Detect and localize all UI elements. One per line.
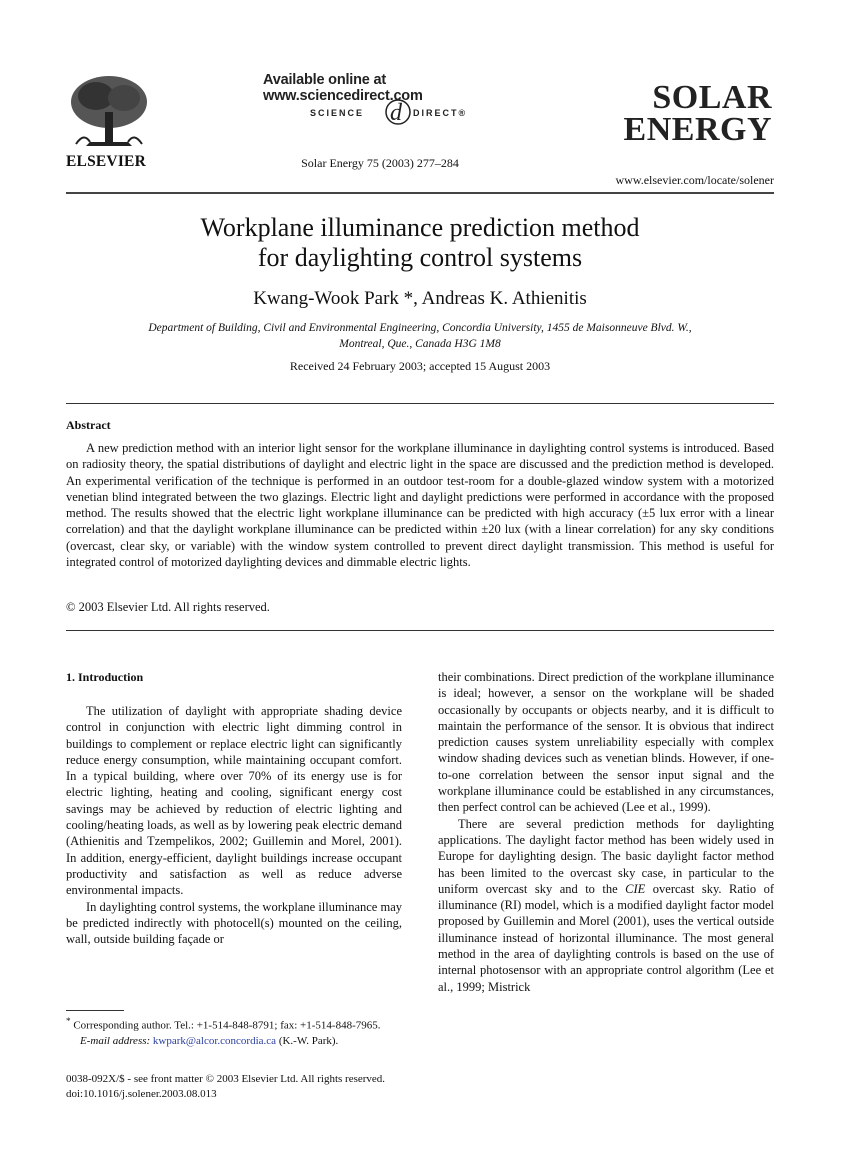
abstract-paragraph: A new prediction method with an interior light sensor for the workplane illuminance in daylighting control systems is introduced. Based on radiosity theory, the spatial distributions of daylight and electric light in the space are discussed and the prediction method is developed. An experimental verification of the technique is performed in an outdoor test-room for a double-glazed window system with a motorized venetian blind integrated between the two glazings. Electric light and daylight predictions were performed in accordance with the proposed method. The results showed that the electric light workplane illuminance can be predicted with high accuracy (±5 lux error with a linear correlation) and that the daylight workplane illuminance can be predicted within ±20 lux (with a linear correlation) for any sky conditions (overcast, clear sky, or variable) with the window system controlled to prevent direct daylight transmission. This method is useful for integrated control of motorized daylighting devices and dimmable electric lights. — [66, 441, 774, 570]
footnote-marker: * — [66, 1016, 71, 1026]
journal-logo-line1: SOLAR — [652, 79, 772, 116]
affiliation-line-1: Department of Building, Civil and Environmental Engineering, Concordia University, 1455 de Maisonneuve Blvd. W., — [148, 322, 692, 334]
right-paragraph-1: their combinations. Direct prediction of the workplane illuminance is ideal; however, a sensor on the workplane will be shaded occasionally by occupants or objects nearby, and it is difficult to maintain the performance of the sensor. It is obvious that indirect prediction causes system unreliability especially with complex window shading devices such as venetian blinds. However, if one-to-one correlation between the sensor input signal and the workplane illuminance could be established in any circumstances, then perfect control can be achieved (Lee et al., 1999). — [438, 670, 774, 815]
right-column — [438, 669, 774, 995]
abstract-copyright: © 2003 Elsevier Ltd. All rights reserved. — [66, 600, 270, 614]
footnote-corresponding-text: Corresponding author. Tel.: +1-514-848-8791; fax: +1-514-848-7965. — [73, 1019, 381, 1032]
journal-logo-line2: ENERGY — [623, 111, 772, 148]
header-divider — [66, 192, 774, 194]
journal-citation: Solar Energy 75 (2003) 277–284 — [301, 156, 459, 170]
elsevier-tree-logo — [66, 72, 152, 152]
sciencedirect-right-text: DIRECT® — [413, 108, 468, 118]
abstract-top-divider — [66, 403, 774, 404]
cie-term: CIE — [625, 881, 646, 896]
available-online-text: Available online at www.sciencedirect.com — [263, 72, 423, 104]
left-column — [66, 703, 402, 947]
journal-logo — [612, 79, 772, 148]
abstract-body — [66, 440, 774, 570]
affiliation — [106, 320, 734, 352]
title-line-1: Workplane illuminance prediction method — [200, 213, 640, 242]
sciencedirect-left-text: SCIENCE — [310, 108, 365, 118]
email-suffix: (K.-W. Park). — [278, 1035, 339, 1048]
article-title — [66, 213, 774, 273]
right-paragraph-2-part-b: overcast sky. Ratio of illuminance (RI) model, which is a modified daylight factor model proposed by Guillemin and Morel (2001), uses the vertical outside illuminance instead of horizontal illuminance. The most general method in the area of daylighting controls is based on the use of internal photosensor with an appropriate control algorithm (Lee et al., 1999; Mistrick — [438, 881, 774, 994]
email-link[interactable]: kwpark@alcor.concordia.ca — [152, 1035, 277, 1048]
footnote-corresponding — [66, 1014, 402, 1034]
footnote — [66, 1014, 402, 1050]
footnote-email — [66, 1034, 402, 1050]
issn-line: 0038-092X/$ - see front matter © 2003 Elsevier Ltd. All rights reserved. — [66, 1073, 386, 1085]
received-dates: Received 24 February 2003; accepted 15 August 2003 — [289, 359, 551, 373]
affiliation-line-2: Montreal, Que., Canada H3G 1M8 — [339, 338, 501, 350]
doi-line[interactable]: doi:10.1016/j.solener.2003.08.013 — [66, 1088, 217, 1100]
sciencedirect-logo — [310, 96, 490, 130]
authors: Kwang-Wook Park *, Andreas K. Athienitis — [253, 288, 587, 309]
sciencedirect-at-text: d — [390, 100, 402, 126]
right-paragraph-2 — [438, 816, 774, 995]
abstract-heading: Abstract — [66, 418, 111, 432]
email-label: E-mail address: — [80, 1035, 151, 1048]
section-heading-introduction: 1. Introduction — [66, 670, 144, 684]
front-matter — [66, 1072, 526, 1102]
right-paragraph-2-part-a: There are several prediction methods for daylighting applications. The daylight factor method has been widely used in Europe for daylighting design. The basic daylight factor method has been limited to the overcast sky case, in particular to the uniform overcast sky and to the — [438, 816, 774, 896]
footnote-divider — [66, 1010, 124, 1011]
abstract-bottom-divider — [66, 630, 774, 631]
title-line-2: for daylighting control systems — [257, 243, 583, 272]
intro-paragraph-2: In daylighting control systems, the workplane illuminance may be predicted indirectly with photocell(s) mounted on the ceiling, wall, outside building façade or — [66, 899, 402, 947]
intro-paragraph-1: The utilization of daylight with appropriate shading device control in conjunction with electric light dimming control in buildings to complement or replace electric light can significantly reduce energy consumption, while maintaining occupant comfort. In a typical building, where over 70% of its energy use is for electric lighting, heating and cooling, significant energy cost savings may be achieved by reduction of electric lighting and cooling/heating loads, as well as by lowering peak electric demand (Athienitis and Tzempelikos, 2002; Guillemin and Morel, 2001). In addition, energy-efficient, daylight buildings increase occupant productivity and satisfaction as well as reduce adverse environmental impacts. — [66, 704, 402, 898]
journal-url[interactable]: www.elsevier.com/locate/solener — [615, 173, 774, 187]
publisher-name: ELSEVIER — [66, 153, 146, 170]
